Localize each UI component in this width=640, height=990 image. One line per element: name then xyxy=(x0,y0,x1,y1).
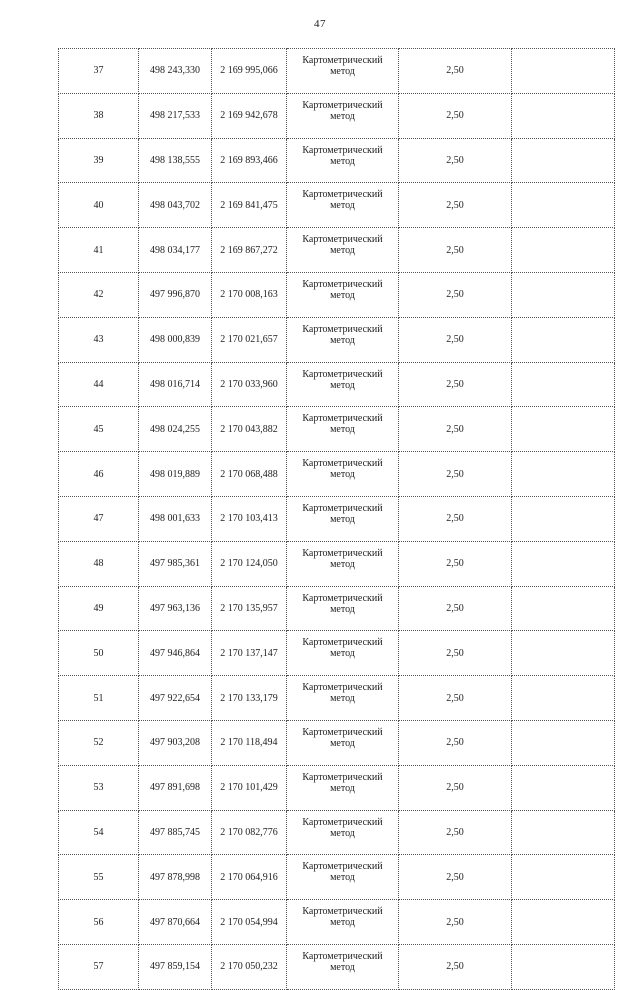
accuracy-cell: 2,50 xyxy=(399,765,512,810)
accuracy-cell: 2,50 xyxy=(399,138,512,183)
method-cell: Картометрический метод xyxy=(287,496,399,541)
table-row xyxy=(59,183,615,228)
y-coordinate-cell: 2 170 068,488 xyxy=(212,452,287,497)
method-cell: Картометрический метод xyxy=(287,541,399,586)
point-number-cell: 54 xyxy=(59,810,139,855)
accuracy-cell: 2,50 xyxy=(399,228,512,273)
point-number-cell: 51 xyxy=(59,676,139,721)
y-coordinate-cell: 2 169 893,466 xyxy=(212,138,287,183)
note-cell xyxy=(512,676,615,721)
table-row xyxy=(59,720,615,765)
x-coordinate-cell: 498 138,555 xyxy=(139,138,212,183)
table-row xyxy=(59,317,615,362)
point-number-cell: 41 xyxy=(59,228,139,273)
accuracy-cell: 2,50 xyxy=(399,49,512,94)
y-coordinate-cell: 2 170 135,957 xyxy=(212,586,287,631)
accuracy-cell: 2,50 xyxy=(399,586,512,631)
x-coordinate-cell: 497 922,654 xyxy=(139,676,212,721)
accuracy-cell: 2,50 xyxy=(399,452,512,497)
x-coordinate-cell: 498 016,714 xyxy=(139,362,212,407)
y-coordinate-cell: 2 170 133,179 xyxy=(212,676,287,721)
table-row xyxy=(59,407,615,452)
x-coordinate-cell: 497 859,154 xyxy=(139,944,212,989)
method-cell: Картометрический метод xyxy=(287,138,399,183)
note-cell xyxy=(512,407,615,452)
y-coordinate-cell: 2 170 050,232 xyxy=(212,944,287,989)
accuracy-cell: 2,50 xyxy=(399,855,512,900)
y-coordinate-cell: 2 170 033,960 xyxy=(212,362,287,407)
x-coordinate-cell: 498 019,889 xyxy=(139,452,212,497)
method-cell: Картометрический метод xyxy=(287,362,399,407)
y-coordinate-cell: 2 170 103,413 xyxy=(212,496,287,541)
table-row xyxy=(59,138,615,183)
method-cell: Картометрический метод xyxy=(287,720,399,765)
y-coordinate-cell: 2 169 841,475 xyxy=(212,183,287,228)
method-cell: Картометрический метод xyxy=(287,93,399,138)
point-number-cell: 46 xyxy=(59,452,139,497)
x-coordinate-cell: 498 024,255 xyxy=(139,407,212,452)
point-number-cell: 40 xyxy=(59,183,139,228)
y-coordinate-cell: 2 170 043,882 xyxy=(212,407,287,452)
point-number-cell: 45 xyxy=(59,407,139,452)
table-row xyxy=(59,855,615,900)
method-cell: Картометрический метод xyxy=(287,855,399,900)
point-number-cell: 52 xyxy=(59,720,139,765)
y-coordinate-cell: 2 170 008,163 xyxy=(212,272,287,317)
note-cell xyxy=(512,944,615,989)
method-cell: Картометрический метод xyxy=(287,317,399,362)
method-cell: Картометрический метод xyxy=(287,810,399,855)
note-cell xyxy=(512,228,615,273)
point-number-cell: 38 xyxy=(59,93,139,138)
accuracy-cell: 2,50 xyxy=(399,272,512,317)
note-cell xyxy=(512,631,615,676)
table-row xyxy=(59,362,615,407)
y-coordinate-cell: 2 170 021,657 xyxy=(212,317,287,362)
method-cell: Картометрический метод xyxy=(287,944,399,989)
method-cell: Картометрический метод xyxy=(287,631,399,676)
coordinates-table-body xyxy=(59,49,615,990)
method-cell: Картометрический метод xyxy=(287,228,399,273)
x-coordinate-cell: 497 903,208 xyxy=(139,720,212,765)
note-cell xyxy=(512,93,615,138)
table-row xyxy=(59,765,615,810)
table-row xyxy=(59,586,615,631)
note-cell xyxy=(512,183,615,228)
point-number-cell: 53 xyxy=(59,765,139,810)
table-row xyxy=(59,93,615,138)
point-number-cell: 43 xyxy=(59,317,139,362)
table-row xyxy=(59,900,615,945)
x-coordinate-cell: 497 885,745 xyxy=(139,810,212,855)
table-row xyxy=(59,452,615,497)
x-coordinate-cell: 497 996,870 xyxy=(139,272,212,317)
point-number-cell: 47 xyxy=(59,496,139,541)
coordinates-table xyxy=(58,48,615,990)
accuracy-cell: 2,50 xyxy=(399,317,512,362)
note-cell xyxy=(512,317,615,362)
note-cell xyxy=(512,49,615,94)
note-cell xyxy=(512,810,615,855)
accuracy-cell: 2,50 xyxy=(399,810,512,855)
note-cell xyxy=(512,765,615,810)
method-cell: Картометрический метод xyxy=(287,900,399,945)
method-cell: Картометрический метод xyxy=(287,49,399,94)
accuracy-cell: 2,50 xyxy=(399,93,512,138)
table-row xyxy=(59,541,615,586)
method-cell: Картометрический метод xyxy=(287,586,399,631)
accuracy-cell: 2,50 xyxy=(399,944,512,989)
point-number-cell: 37 xyxy=(59,49,139,94)
accuracy-cell: 2,50 xyxy=(399,900,512,945)
table-row xyxy=(59,496,615,541)
accuracy-cell: 2,50 xyxy=(399,496,512,541)
y-coordinate-cell: 2 169 867,272 xyxy=(212,228,287,273)
y-coordinate-cell: 2 170 101,429 xyxy=(212,765,287,810)
note-cell xyxy=(512,541,615,586)
accuracy-cell: 2,50 xyxy=(399,631,512,676)
y-coordinate-cell: 2 170 118,494 xyxy=(212,720,287,765)
x-coordinate-cell: 497 878,998 xyxy=(139,855,212,900)
x-coordinate-cell: 497 985,361 xyxy=(139,541,212,586)
y-coordinate-cell: 2 170 124,050 xyxy=(212,541,287,586)
note-cell xyxy=(512,900,615,945)
point-number-cell: 48 xyxy=(59,541,139,586)
table-row xyxy=(59,272,615,317)
table-row xyxy=(59,49,615,94)
x-coordinate-cell: 498 217,533 xyxy=(139,93,212,138)
accuracy-cell: 2,50 xyxy=(399,720,512,765)
method-cell: Картометрический метод xyxy=(287,183,399,228)
x-coordinate-cell: 497 891,698 xyxy=(139,765,212,810)
x-coordinate-cell: 498 243,330 xyxy=(139,49,212,94)
note-cell xyxy=(512,855,615,900)
x-coordinate-cell: 497 946,864 xyxy=(139,631,212,676)
accuracy-cell: 2,50 xyxy=(399,407,512,452)
method-cell: Картометрический метод xyxy=(287,452,399,497)
note-cell xyxy=(512,720,615,765)
page-number: 47 xyxy=(314,18,326,30)
x-coordinate-cell: 497 963,136 xyxy=(139,586,212,631)
point-number-cell: 57 xyxy=(59,944,139,989)
note-cell xyxy=(512,138,615,183)
x-coordinate-cell: 498 034,177 xyxy=(139,228,212,273)
method-cell: Картометрический метод xyxy=(287,272,399,317)
table-row xyxy=(59,810,615,855)
point-number-cell: 42 xyxy=(59,272,139,317)
note-cell xyxy=(512,362,615,407)
accuracy-cell: 2,50 xyxy=(399,541,512,586)
point-number-cell: 56 xyxy=(59,900,139,945)
method-cell: Картометрический метод xyxy=(287,676,399,721)
y-coordinate-cell: 2 169 995,066 xyxy=(212,49,287,94)
accuracy-cell: 2,50 xyxy=(399,183,512,228)
y-coordinate-cell: 2 170 137,147 xyxy=(212,631,287,676)
y-coordinate-cell: 2 169 942,678 xyxy=(212,93,287,138)
method-cell: Картометрический метод xyxy=(287,765,399,810)
accuracy-cell: 2,50 xyxy=(399,676,512,721)
note-cell xyxy=(512,586,615,631)
x-coordinate-cell: 498 001,633 xyxy=(139,496,212,541)
y-coordinate-cell: 2 170 082,776 xyxy=(212,810,287,855)
table-row xyxy=(59,944,615,989)
table-row xyxy=(59,631,615,676)
point-number-cell: 55 xyxy=(59,855,139,900)
accuracy-cell: 2,50 xyxy=(399,362,512,407)
point-number-cell: 50 xyxy=(59,631,139,676)
table-row xyxy=(59,676,615,721)
note-cell xyxy=(512,452,615,497)
point-number-cell: 44 xyxy=(59,362,139,407)
point-number-cell: 39 xyxy=(59,138,139,183)
point-number-cell: 49 xyxy=(59,586,139,631)
x-coordinate-cell: 498 000,839 xyxy=(139,317,212,362)
x-coordinate-cell: 498 043,702 xyxy=(139,183,212,228)
x-coordinate-cell: 497 870,664 xyxy=(139,900,212,945)
table-row xyxy=(59,228,615,273)
y-coordinate-cell: 2 170 064,916 xyxy=(212,855,287,900)
note-cell xyxy=(512,272,615,317)
note-cell xyxy=(512,496,615,541)
method-cell: Картометрический метод xyxy=(287,407,399,452)
y-coordinate-cell: 2 170 054,994 xyxy=(212,900,287,945)
